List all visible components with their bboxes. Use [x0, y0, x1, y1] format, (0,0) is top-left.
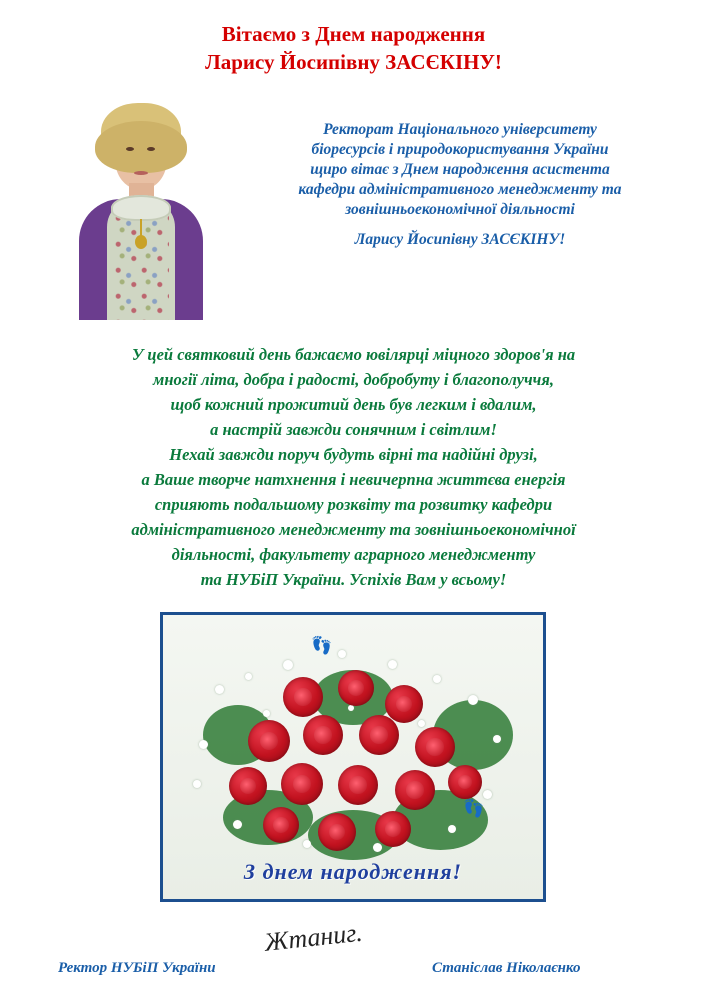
bouquet-rose	[281, 763, 323, 805]
bouquet-babysbreath	[245, 673, 252, 680]
intro-paragraph	[240, 120, 680, 250]
signatory-name: Станіслав Ніколаєнко	[432, 960, 581, 976]
intro-line-1: Ректорат Національного університету	[323, 121, 597, 138]
portrait-photo	[55, 95, 225, 320]
header-line-1: Вітаємо з Днем народження	[221, 22, 486, 46]
bouquet-rose	[338, 765, 378, 805]
bouquet-rose	[229, 767, 267, 805]
intro-line-2: біоресурсів і природокористування України	[311, 141, 609, 158]
butterfly-icon: 👣	[311, 636, 333, 655]
bouquet-babysbreath	[493, 735, 501, 743]
bouquet-rose	[395, 770, 435, 810]
wishes-line: многії літа, добра і радості, добробуту і благополуччя,	[153, 370, 554, 389]
butterfly-icon: 👣	[463, 799, 485, 818]
bouquet-rose	[318, 813, 356, 851]
bouquet-babysbreath	[215, 685, 224, 694]
wishes-line: а Ваше творче натхнення і невичерпна життєва енергія	[141, 470, 566, 489]
wishes-line: адміністративного менеджменту та зовнішньоекономічної	[131, 520, 576, 539]
wishes-line: та НУБіП України. Успіхів Вам у всьому!	[200, 570, 507, 589]
wishes-line: щоб кожний прожитий день був легким і вдалим,	[170, 395, 537, 414]
bouquet-babysbreath	[193, 780, 201, 788]
bouquet-babysbreath	[233, 820, 242, 829]
bouquet-babysbreath	[199, 740, 208, 749]
wishes-line: У цей святковий день бажаємо ювілярці міцного здоров'я на	[131, 345, 576, 364]
bouquet-babysbreath	[263, 710, 270, 717]
bouquet-babysbreath	[303, 840, 311, 848]
portrait-necklace-pendant	[135, 235, 147, 249]
intro-line-5: зовнішньоекономічної діяльності	[345, 201, 575, 218]
bouquet-rose	[303, 715, 343, 755]
bouquet-babysbreath	[448, 825, 456, 833]
intro-line-4: кафедри адміністративного менеджменту та	[298, 181, 622, 198]
portrait-hair-front-shape	[95, 121, 187, 173]
bouquet-babysbreath	[388, 660, 397, 669]
bouquet-babysbreath	[418, 720, 425, 727]
bouquet-rose	[283, 677, 323, 717]
bouquet-babysbreath	[373, 843, 382, 852]
bouquet-babysbreath	[433, 675, 441, 683]
bouquet-babysbreath	[468, 695, 478, 705]
portrait-collar	[111, 195, 171, 221]
wishes-line: діяльності, факультету аграрного менеджменту	[171, 545, 536, 564]
intro-honoree-name: Ларису Йосипівну ЗАСЄКІНУ!	[354, 231, 566, 248]
bouquet-rose	[448, 765, 482, 799]
bouquet-babysbreath	[338, 650, 346, 658]
bouquet-babysbreath	[283, 660, 293, 670]
bouquet-rose	[415, 727, 455, 767]
bouquet-rose	[248, 720, 290, 762]
wishes-paragraph	[26, 342, 681, 592]
bouquet-caption: З днем народження!	[243, 859, 463, 884]
bouquet-rose	[385, 685, 423, 723]
signature-footer	[0, 960, 707, 990]
bouquet-babysbreath	[483, 790, 492, 799]
handwritten-signature: Жтаниг.	[263, 917, 364, 957]
bouquet-rose	[359, 715, 399, 755]
bouquet-image	[160, 612, 546, 902]
wishes-line: а настрій завжди сонячним і світлим!	[210, 420, 497, 439]
bouquet-rose	[338, 670, 374, 706]
bouquet-artwork	[163, 615, 543, 899]
page-title	[0, 20, 707, 76]
signatory-position: Ректор НУБіП України	[58, 960, 216, 976]
bouquet-rose	[375, 811, 411, 847]
intro-line-3: щиро вітає з Днем народження асистента	[310, 161, 610, 178]
wishes-line: Нехай завжди поруч будуть вірні та надійні друзі,	[169, 445, 538, 464]
portrait-eye-right	[147, 147, 155, 151]
header-line-2: Ларису Йосипівну ЗАСЄКІНУ!	[205, 50, 502, 74]
portrait-photo-image	[55, 95, 225, 320]
wishes-line: сприяють подальшому розквіту та розвитку кафедри	[154, 495, 553, 514]
portrait-mouth	[134, 171, 148, 175]
portrait-eye-left	[126, 147, 134, 151]
bouquet-rose	[263, 807, 299, 843]
